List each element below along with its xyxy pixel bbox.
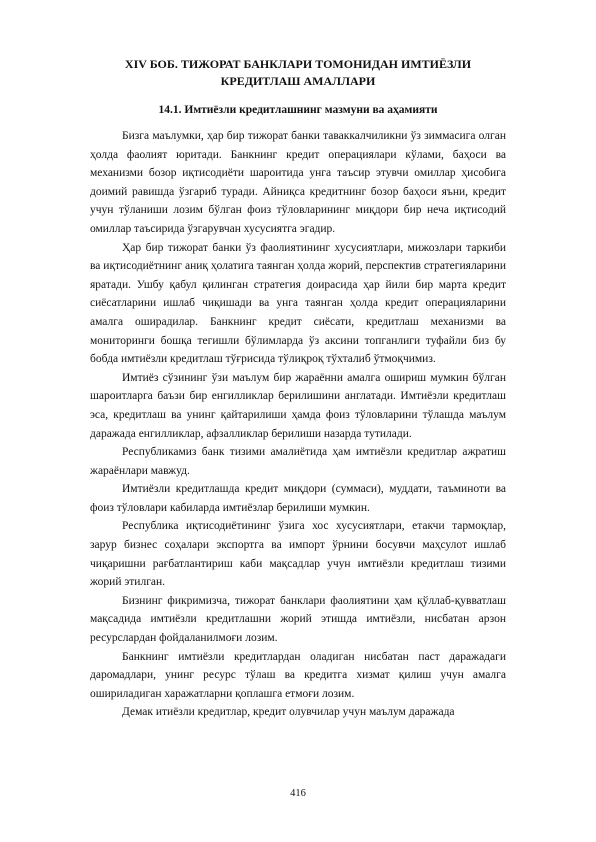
section-title: 14.1. Имтиёзли кредитлашнинг мазмуни ва аҳамияти — [158, 104, 438, 116]
paragraph: Республика иқтисодиётининг ўзига хос хусусиятлари, етакчи тармоқлар, зарур бизнес соҳалари экспортга ва импорт ўрнини босувчи маҳсулот ишлаб чиқаришни рағбатлантириш каби мақсадлар учун имтиёзли кредитлаш тизими жорий этилган. — [90, 520, 506, 589]
paragraph: Республикамиз банк тизими амалиётида ҳам имтиёзли кредитлар ажратиш жараёнлари мавжуд. — [90, 446, 506, 477]
chapter-title: XIV БОБ. ТИЖОРАТ БАНКЛАРИ ТОМОНИДАН ИМТИЁЗЛИ КРЕДИТЛАШ АМАЛЛАРИ — [124, 57, 472, 88]
paragraph: Бизга маълумки, ҳар бир тижорат банки таваккалчиликни ўз зиммасига олган ҳолда фаолият юритади. Банкнинг кредит операциялари кўлами, баҳоси ва механизми бозор иқтисодиёти шароитида унга таъсир этувчи омиллар ҳисобига доимий равишда ўзгариб туради. Айниқса кредитнинг бозор баҳоси яъни, кредит учун тўланиши лозим бўлган фоиз тўловларининг миқдори бир неча иқтисодий омиллар таъсирида ўзгарувчан хусусиятга эгадир. — [90, 130, 506, 235]
paragraph: Имтиёзли кредитлашда кредит миқдори (суммаси), муддати, таъминоти ва фоиз тўловлари кабиларда имтиёзлар берилиши мумкин. — [90, 483, 506, 514]
paragraph: Демак итиёзли кредитлар, кредит олувчилар учун маълум даражада — [122, 706, 455, 719]
paragraph: Бизнинг фикримизча, тижорат банклари фаолиятини ҳам қўллаб-қувватлаш мақсадида имтиёзли кредитлашни жорий этишда имтиёзли, нисбатан арзон ресурслардан фойдаланилмоғи лозим. — [90, 594, 506, 645]
page-number: 416 — [290, 788, 306, 799]
body-text — [90, 127, 506, 722]
paragraph: Имтиёз сўзининг ўзи маълум бир жараённи амалга ошириш мумкин бўлган шароитларга баъзи бир енгилликлар берилишини англатади. Имтиёзли кредитлаш эса, кредитлаш ва унинг қайтарилиши ҳамда фоиз тўловларини тўлашда маълум даражада енгилликлар, афзалликлар берилиши назарда тутилади. — [90, 371, 506, 440]
paragraph: Банкнинг имтиёзли кредитлардан оладиган нисбатан паст даражадаги даромадлари, унинг ресурс тўлаш ва кредитга хизмат қилиш учун амалга ошириладиган харажатларни қоплашга етмоғи лозим. — [90, 650, 506, 700]
paragraph: Ҳар бир тижорат банки ўз фаолиятининг хусусиятлари, мижозлари таркиби ва иқтисодиётнинг аниқ ҳолатига таянган ҳолда жорий, перспектив стратегияларини яратади. Ушбу қабул қилинган стратегия доирасида ҳар йили бир марта кредит сиёсатларини ишлаб чиқишади ва унга таянган ҳолда кредит операцияларини амалга оширадилар. Банкнинг кредит сиёсати, кредитлаш механизми ва мониторинги бошқа тегишли бўлимларда ўз аксини топганлиги туфайли биз бу бобда имтиёзли кредитлаш тўғрисида тўлиқроқ тўхталиб ўтмоқчимиз. — [90, 241, 506, 366]
